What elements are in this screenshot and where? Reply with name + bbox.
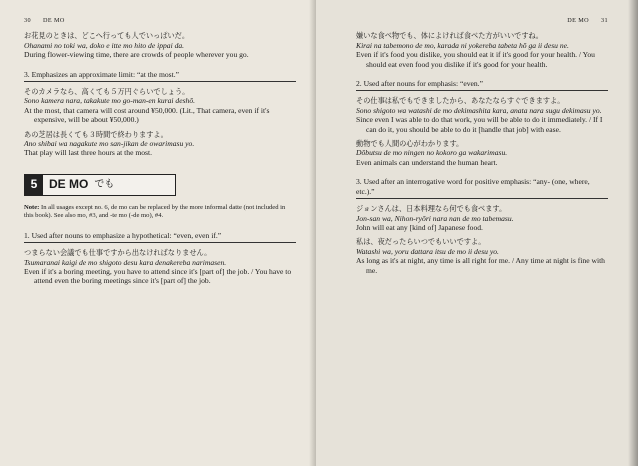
entry-number: 5 xyxy=(25,175,43,195)
usage-heading: 3. Used after an interrogative word for positive emphasis: “any- (one, where, etc.).” xyxy=(356,177,608,199)
example-romaji: Ohanami no toki wa, doko e itte mo hito de ippai da. xyxy=(24,40,185,50)
example-romaji: Sono kamera nara, takakute mo go-man-en kurai deshō. xyxy=(24,96,196,106)
left-page-number: 30 xyxy=(24,17,31,24)
entry-title-romaji: DE MO xyxy=(49,177,89,192)
example-japanese: その仕事は私でもできましたから、あなたならすぐできますよ。 xyxy=(356,96,565,106)
example-japanese: そのカメラなら、高くても５万円ぐらいでしょう。 xyxy=(24,87,190,97)
entry-banner xyxy=(24,174,176,196)
example-romaji: Ano shibai wa nagakute mo san-jikan de owarimasu yo. xyxy=(24,139,195,149)
usage-heading: 2. Used after nouns for emphasis: “even.” xyxy=(356,79,608,91)
example-japanese: 動物でも人間の心がわかります。 xyxy=(356,139,464,149)
usage-heading: 3. Emphasizes an approximate limit: “at the most.” xyxy=(24,70,296,82)
example-english: As long as it's at night, any time is all right for me. / Any time at night is fine with me. xyxy=(356,256,605,275)
example-romaji: Sono shigoto wa watashi de mo dekimashita kara, anata nara sugu dekimasu yo. xyxy=(356,105,602,115)
page-edge-shadow xyxy=(628,0,638,466)
example-japanese: お花見のときは、どこへ行っても人でいっぱいだ。 xyxy=(24,31,190,41)
example-japanese: あの芝居は長くても３時間で終わりますよ。 xyxy=(24,129,168,139)
example-english: Since even I was able to do that work, you will be able to do it immediately. / If I can do it, you should be able to do it [handle that job] with ease. xyxy=(356,115,603,134)
example-english: Even if it's food you dislike, you should eat it if it's good for your health. / You should eat even food you dislike if it's good for your health. xyxy=(356,50,595,69)
example-romaji: Kirai na tabemono de mo, karada ni yokereba tabeta hō ga ii desu ne. xyxy=(356,40,569,50)
note-label: Note: xyxy=(24,203,40,211)
example-romaji: Jon-san wa, Nihon-ryōri nara nan de mo tabemasu. xyxy=(356,213,514,223)
example-romaji: Dōbutsu de mo ningen no kokoro ga wakarimasu. xyxy=(356,148,508,158)
example-japanese: 私は、夜だったらいつでもいいですよ。 xyxy=(356,237,486,247)
usage-note xyxy=(24,204,296,221)
left-page xyxy=(0,0,316,466)
example-english: Even animals can understand the human heart. xyxy=(356,157,498,167)
entry-title-kana: でも xyxy=(94,179,115,191)
example-english: Even if it's a boring meeting, you have to attend since it's [part of] the job. / You have to attend even the boring meetings since it's [part of] the job. xyxy=(24,266,292,286)
example-english: During flower-viewing time, there are crowds of people wherever you go. xyxy=(24,50,249,60)
example-japanese: つまらない会議でも仕事ですから出なければなりません。 xyxy=(24,248,212,258)
example-japanese: ジョンさんは、日本料理なら何でも食べます。 xyxy=(356,204,507,214)
usage-heading: 1. Used after nouns to emphasize a hypothetical: “even, even if.” xyxy=(24,231,296,243)
left-running-head: DE MO xyxy=(42,17,65,24)
note-text: In all usages except no. 6, de mo can be replaced by the more informal datte (not included in this book). See also mo, #3, and -te mo (-de mo), #4. xyxy=(24,203,286,220)
right-running-head: DE MO xyxy=(567,17,590,24)
example-english: At the most, that camera will cost around ¥50,000. (Lit., That camera, even if it's expensive, will be about ¥50,000.) xyxy=(24,105,270,125)
example-english: That play will last three hours at the most. xyxy=(24,148,153,158)
example-romaji: Watashi wa, yoru dattara itsu de mo ii desu yo. xyxy=(356,246,499,256)
example-romaji: Tsumaranai kaigi de mo shigoto desu kara denakereba narimasen. xyxy=(24,257,227,267)
entry-title xyxy=(43,175,114,195)
example-english: John will eat any [kind of] Japanese food. xyxy=(356,222,483,232)
right-page xyxy=(316,0,638,466)
example-japanese: 嫌いな食べ物でも、体によければ食べた方がいいですね。 xyxy=(356,31,543,41)
right-page-number: 31 xyxy=(601,17,608,24)
right-running-header xyxy=(356,16,608,25)
left-running-header xyxy=(24,16,296,25)
